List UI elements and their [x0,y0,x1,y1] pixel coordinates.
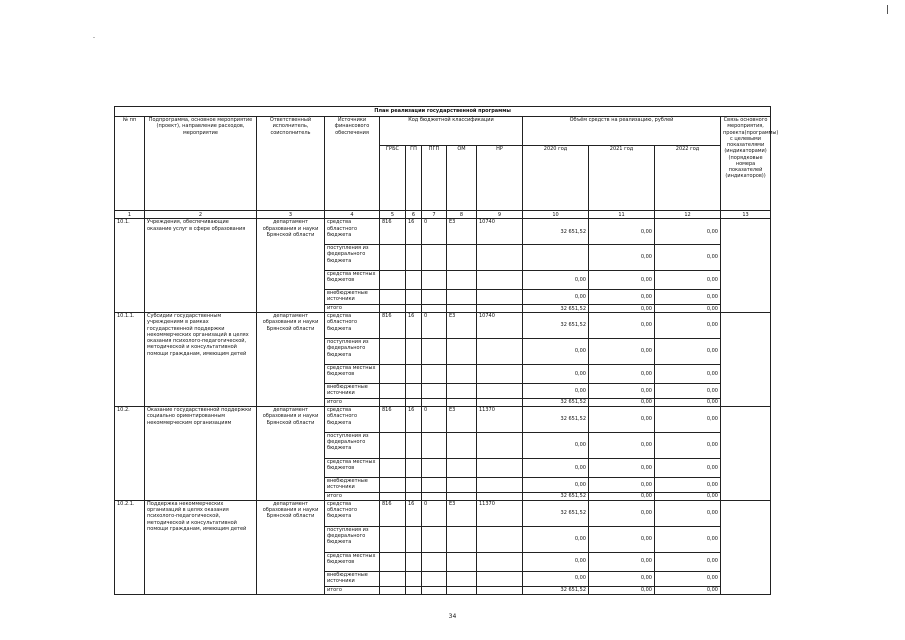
code-gp-empty [406,270,422,289]
item-name: Поддержка некоммерческих организаций в целях оказания психолого-педагогической, методической и консультативной помощи гражданам, имеющим детей [145,500,257,594]
code-nr-empty [477,364,523,383]
amount-2021: 0,00 [589,477,655,492]
amount-2020: 0,00 [523,270,589,289]
code-nr-empty [477,270,523,289]
code-grbs-empty [380,305,406,313]
column-number: 1 [115,211,145,219]
amount-2021: 0,00 [589,219,655,245]
code-nr-empty [477,432,523,458]
amount-2020: 32 651,52 [523,407,589,433]
funding-source: средства местных бюджетов [325,458,380,477]
code-pgp-empty [422,492,447,500]
code-grbs-empty [380,586,406,594]
column-number: 11 [589,211,655,219]
amount-2020: 32 651,52 [523,586,589,594]
amount-2020: 0,00 [523,289,589,304]
page-number: 34 [448,613,457,620]
amount-2021: 0,00 [589,500,655,526]
code-nr-empty [477,571,523,586]
amount-2022: 0,00 [655,500,721,526]
code-om-empty [447,398,477,406]
code-gp: 16 [406,219,422,245]
amount-2020: 0,00 [523,477,589,492]
code-nr: 11370 [477,500,523,526]
code-grbs-empty [380,339,406,365]
indicator-link [721,407,771,501]
funding-source: поступления из федерального бюджета [325,245,380,271]
header-pgp: ПГП [422,146,447,211]
amount-2022: 0,00 [655,526,721,552]
amount-2022: 0,00 [655,586,721,594]
header-om: ОМ [447,146,477,211]
code-gp-empty [406,432,422,458]
code-om-empty [447,571,477,586]
code-grbs-empty [380,552,406,571]
amount-2020: 0,00 [523,571,589,586]
code-gp-empty [406,526,422,552]
item-number: 10.1. [115,219,145,313]
header-2021: 2021 год [589,146,655,211]
code-grbs: 816 [380,407,406,433]
code-gp: 16 [406,500,422,526]
amount-2022: 0,00 [655,407,721,433]
code-pgp-empty [422,289,447,304]
code-pgp-empty [422,458,447,477]
code-grbs: 816 [380,219,406,245]
code-om: Е3 [447,500,477,526]
amount-2021: 0,00 [589,526,655,552]
column-number: 2 [145,211,257,219]
code-gp-empty [406,289,422,304]
funding-source: внебюджетные источники [325,289,380,304]
item-number: 10.1.1. [115,313,145,407]
amount-2021: 0,00 [589,458,655,477]
amount-2020: 0,00 [523,339,589,365]
amount-2022: 0,00 [655,458,721,477]
code-pgp-empty [422,364,447,383]
code-nr: 11370 [477,407,523,433]
item-name: Субсидии государственным учреждениям в рамках государственной поддержки некоммерческих организаций в целях оказания психолого-педагогической, методической и консультативной помощи гражданам, имеющим детей [145,313,257,407]
funding-source: итого [325,305,380,313]
code-grbs: 816 [380,313,406,339]
code-gp: 16 [406,407,422,433]
code-grbs-empty [380,432,406,458]
amount-2020: 0,00 [523,526,589,552]
amount-2020 [523,245,589,271]
code-gp-empty [406,364,422,383]
code-pgp-empty [422,432,447,458]
code-pgp-empty [422,586,447,594]
header-num: № пп [115,117,145,211]
table-row [115,500,771,526]
code-gp-empty [406,305,422,313]
code-grbs-empty [380,571,406,586]
amount-2022: 0,00 [655,364,721,383]
code-grbs-empty [380,458,406,477]
code-gp-empty [406,458,422,477]
table-title: План реализации государственной программы [115,107,771,117]
code-om-empty [447,305,477,313]
code-gp: 16 [406,313,422,339]
code-nr-empty [477,477,523,492]
funding-source: средства местных бюджетов [325,270,380,289]
column-number: 6 [406,211,422,219]
amount-2022: 0,00 [655,492,721,500]
code-pgp: 0 [422,313,447,339]
code-pgp-empty [422,571,447,586]
column-number: 4 [325,211,380,219]
indicator-link [721,500,771,594]
amount-2022: 0,00 [655,245,721,271]
amount-2020: 32 651,52 [523,313,589,339]
amount-2022: 0,00 [655,270,721,289]
code-om-empty [447,526,477,552]
code-gp-empty [406,477,422,492]
header-link: Связь основного мероприятия, проекта(программы) с целевыми показателями (индикаторами) (порядковые номера показателей (индикаторов)) [721,117,771,211]
funding-source: внебюджетные источники [325,477,380,492]
amount-2022: 0,00 [655,305,721,313]
code-om-empty [447,383,477,398]
amount-2022: 0,00 [655,289,721,304]
amount-2020: 0,00 [523,458,589,477]
amount-2022: 0,00 [655,571,721,586]
amount-2021: 0,00 [589,552,655,571]
column-number: 8 [447,211,477,219]
code-om-empty [447,432,477,458]
funding-source: средства областного бюджета [325,219,380,245]
amount-2020: 32 651,52 [523,219,589,245]
code-pgp: 0 [422,219,447,245]
amount-2022: 0,00 [655,432,721,458]
column-number: 3 [257,211,325,219]
amount-2022: 0,00 [655,383,721,398]
code-nr-empty [477,586,523,594]
amount-2021: 0,00 [589,245,655,271]
code-grbs-empty [380,492,406,500]
funding-source: внебюджетные источники [325,383,380,398]
code-nr-empty [477,458,523,477]
funding-source: итого [325,586,380,594]
amount-2022: 0,00 [655,313,721,339]
funding-source: внебюджетные источники [325,571,380,586]
code-nr-empty [477,398,523,406]
item-number: 10.2.1. [115,500,145,594]
code-om-empty [447,552,477,571]
scan-dot [93,37,95,38]
amount-2022: 0,00 [655,339,721,365]
code-pgp: 0 [422,500,447,526]
column-number: 7 [422,211,447,219]
program-plan-table [114,106,779,595]
header-sources: Источники финансового обеспечения [325,117,380,211]
code-grbs-empty [380,477,406,492]
code-pgp: 0 [422,407,447,433]
column-number: 10 [523,211,589,219]
amount-2020: 0,00 [523,552,589,571]
header-2022: 2022 год [655,146,721,211]
code-gp-empty [406,398,422,406]
code-gp-empty [406,492,422,500]
item-executor: департамент образования и науки Брянской области [257,313,325,407]
code-pgp-empty [422,526,447,552]
item-executor: департамент образования и науки Брянской области [257,500,325,594]
scan-edge-mark [887,5,888,14]
header-budget-code: Код бюджетной классификации [380,117,523,146]
table-row [115,219,771,245]
funding-source: итого [325,398,380,406]
code-nr-empty [477,305,523,313]
amount-2021: 0,00 [589,305,655,313]
code-gp-empty [406,245,422,271]
header-2020: 2020 год [523,146,589,211]
amount-2021: 0,00 [589,492,655,500]
column-number: 9 [477,211,523,219]
header-gp: ГП [406,146,422,211]
funding-source: средства областного бюджета [325,500,380,526]
code-om-empty [447,289,477,304]
amount-2020: 0,00 [523,364,589,383]
code-pgp-empty [422,552,447,571]
code-nr-empty [477,552,523,571]
amount-2020: 32 651,52 [523,398,589,406]
item-name: Учреждения, обеспечивающие оказание услуг в сфере образования [145,219,257,313]
funding-source: средства областного бюджета [325,407,380,433]
table-row [115,407,771,433]
code-om: Е3 [447,407,477,433]
funding-source: поступления из федерального бюджета [325,432,380,458]
column-number: 13 [721,211,771,219]
indicator-link [721,313,771,407]
funding-source: средства местных бюджетов [325,552,380,571]
amount-2021: 0,00 [589,313,655,339]
item-executor: департамент образования и науки Брянской области [257,407,325,501]
code-nr-empty [477,526,523,552]
amount-2022: 0,00 [655,398,721,406]
item-name: Оказание государственной поддержки социально ориентированным некоммерческим организациям [145,407,257,501]
code-nr: 10740 [477,313,523,339]
code-om-empty [447,477,477,492]
code-pgp-empty [422,477,447,492]
table-row [115,313,771,339]
header-name: Подпрограмма, основное мероприятие (проект), направление расходов, мероприятие [145,117,257,211]
header-executor: Ответственный исполнитель, соисполнитель [257,117,325,211]
code-nr-empty [477,245,523,271]
amount-2022: 0,00 [655,552,721,571]
code-pgp-empty [422,398,447,406]
amount-2020: 0,00 [523,383,589,398]
code-gp-empty [406,383,422,398]
code-pgp-empty [422,339,447,365]
code-grbs-empty [380,383,406,398]
code-nr-empty [477,339,523,365]
column-number: 12 [655,211,721,219]
code-grbs-empty [380,289,406,304]
code-om-empty [447,245,477,271]
funding-source: поступления из федерального бюджета [325,339,380,365]
code-om-empty [447,364,477,383]
code-nr-empty [477,383,523,398]
code-nr: 10740 [477,219,523,245]
amount-2020: 32 651,52 [523,305,589,313]
amount-2020: 32 651,52 [523,500,589,526]
header-grbs: ГРБС [380,146,406,211]
amount-2022: 0,00 [655,477,721,492]
code-om-empty [447,492,477,500]
code-om-empty [447,339,477,365]
code-gp-empty [406,586,422,594]
code-grbs-empty [380,270,406,289]
funding-source: средства местных бюджетов [325,364,380,383]
code-grbs-empty [380,364,406,383]
amount-2021: 0,00 [589,407,655,433]
code-gp-empty [406,339,422,365]
code-om-empty [447,270,477,289]
column-number: 5 [380,211,406,219]
code-om-empty [447,586,477,594]
header-nr: НР [477,146,523,211]
code-pgp-empty [422,245,447,271]
code-gp-empty [406,552,422,571]
amount-2021: 0,00 [589,270,655,289]
code-grbs-empty [380,398,406,406]
amount-2021: 0,00 [589,432,655,458]
code-pgp-empty [422,270,447,289]
amount-2021: 0,00 [589,398,655,406]
code-pgp-empty [422,305,447,313]
code-grbs-empty [380,526,406,552]
amount-2021: 0,00 [589,364,655,383]
funding-source: итого [325,492,380,500]
code-pgp-empty [422,383,447,398]
code-grbs-empty [380,245,406,271]
amount-2021: 0,00 [589,339,655,365]
code-nr-empty [477,492,523,500]
funding-source: поступления из федерального бюджета [325,526,380,552]
amount-2021: 0,00 [589,586,655,594]
code-gp-empty [406,571,422,586]
amount-2022: 0,00 [655,219,721,245]
amount-2021: 0,00 [589,289,655,304]
indicator-link [721,219,771,313]
item-executor: департамент образования и науки Брянской области [257,219,325,313]
amount-2020: 32 651,52 [523,492,589,500]
header-volume: Объём средств на реализацию, рублей [523,117,721,146]
item-number: 10.2. [115,407,145,501]
code-om: Е3 [447,313,477,339]
code-om: Е3 [447,219,477,245]
code-nr-empty [477,289,523,304]
amount-2021: 0,00 [589,383,655,398]
amount-2021: 0,00 [589,571,655,586]
amount-2020: 0,00 [523,432,589,458]
funding-source: средства областного бюджета [325,313,380,339]
code-grbs: 816 [380,500,406,526]
code-om-empty [447,458,477,477]
